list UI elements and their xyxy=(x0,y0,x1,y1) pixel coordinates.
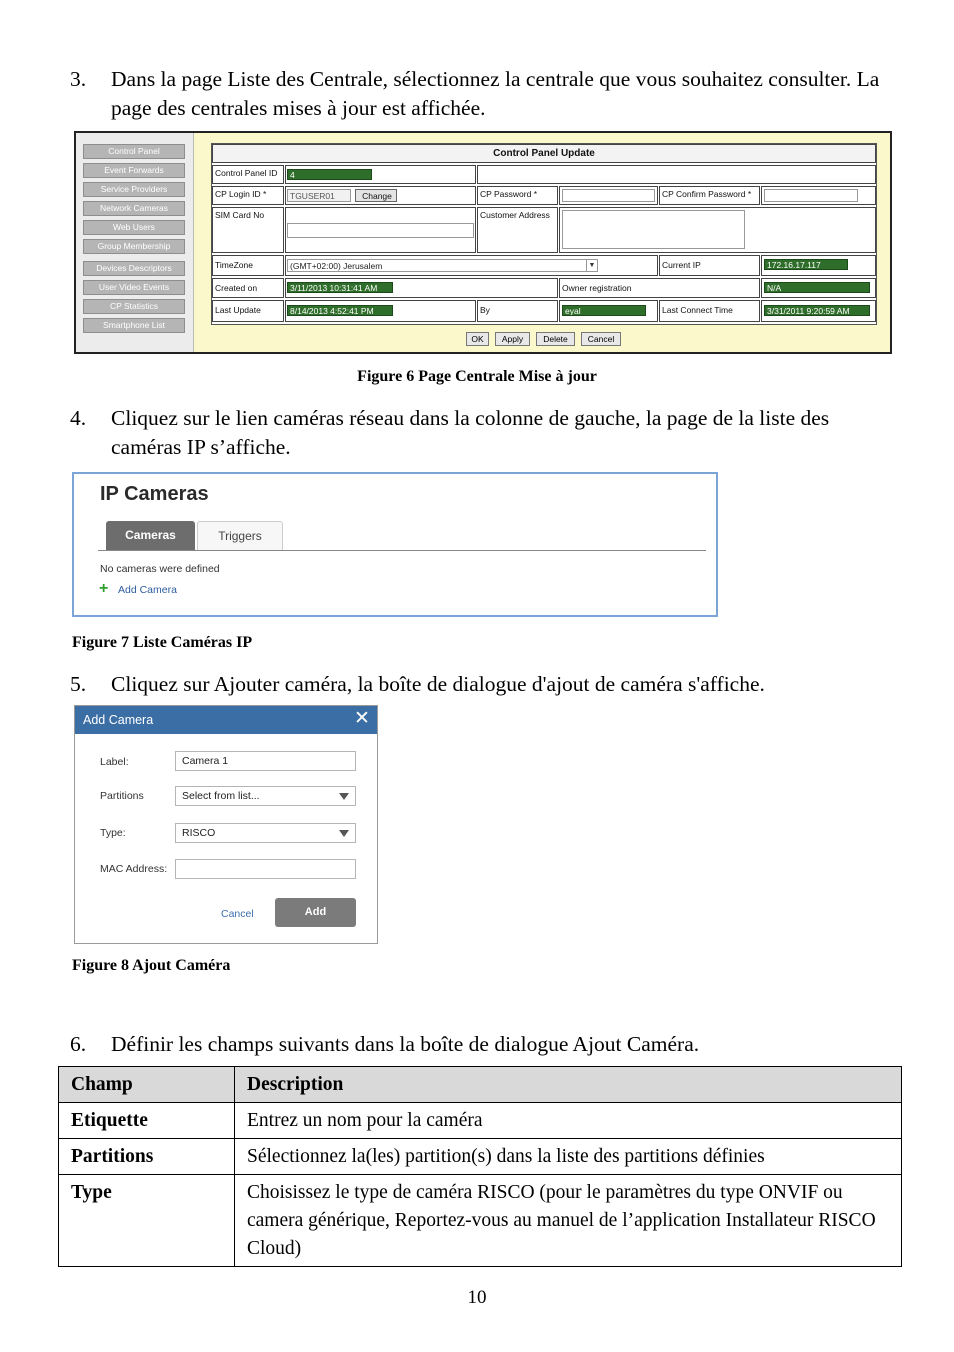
tab-cameras[interactable]: Cameras xyxy=(106,521,195,550)
tab-divider xyxy=(98,550,706,551)
step-text: Dans la page Liste des Centrale, sélectionnez la centrale que vous souhaitez consulter. La page des centrales mises à jour est affichée. xyxy=(111,67,880,120)
cp-id-label: Control Panel ID xyxy=(212,165,284,184)
sidebar-item-web-users[interactable]: Web Users xyxy=(83,220,185,235)
update-form xyxy=(211,143,877,325)
by-label: By xyxy=(477,300,558,322)
created-cell xyxy=(285,278,558,298)
change-button[interactable]: Change xyxy=(355,189,397,202)
page-title: IP Cameras xyxy=(100,483,209,505)
close-icon[interactable]: ✕ xyxy=(354,708,370,729)
field-name: Partitions xyxy=(59,1139,235,1175)
password-cell xyxy=(559,186,658,205)
type-select[interactable] xyxy=(175,823,356,843)
label-field-label: Label: xyxy=(100,756,129,768)
cancel-button[interactable]: Cancel xyxy=(581,332,621,346)
sidebar-item-smartphone-list[interactable]: Smartphone List xyxy=(83,318,185,333)
created-label: Created on xyxy=(212,278,284,298)
fields-table xyxy=(58,1066,902,1267)
cancel-link[interactable]: Cancel xyxy=(221,908,254,920)
customer-cell xyxy=(559,207,876,253)
by-value: eyal xyxy=(562,305,646,316)
chevron-down-icon[interactable]: ▼ xyxy=(586,259,598,272)
empty-message: No cameras were defined xyxy=(100,563,220,575)
step-number: 5. xyxy=(70,672,87,696)
field-name: Type xyxy=(59,1175,235,1267)
sidebar xyxy=(76,133,194,352)
partitions-select[interactable] xyxy=(175,786,356,806)
add-button[interactable]: Add xyxy=(275,898,356,927)
confirm-cell xyxy=(761,186,876,205)
last-update-label: Last Update xyxy=(212,300,284,322)
plus-icon[interactable]: + xyxy=(99,580,109,597)
add-camera-dialog xyxy=(74,705,378,944)
current-ip-value: 172.16.17.117 xyxy=(764,259,848,270)
last-update-value: 8/14/2013 4:52:41 PM xyxy=(287,305,393,316)
by-cell xyxy=(559,300,658,322)
sim-input[interactable] xyxy=(287,223,474,238)
last-connect-cell xyxy=(761,300,876,322)
field-description: Choisissez le type de caméra RISCO (pour le paramètres du type ONVIF ou camera générique, Reportez-vous au manuel de l’application Installateur RISCO Cloud) xyxy=(235,1175,902,1267)
form-title: Control Panel Update xyxy=(212,144,876,163)
cp-id-value: 4 xyxy=(287,169,372,180)
sidebar-item-control-panel[interactable]: Control Panel xyxy=(83,144,185,159)
created-value: 3/11/2013 10:31:41 AM xyxy=(287,282,393,293)
last-connect-label: Last Connect Time xyxy=(659,300,760,322)
sidebar-item-group-membership[interactable]: Group Membership xyxy=(83,239,185,254)
column-header-description: Description xyxy=(235,1067,902,1103)
owner-value: N/A xyxy=(764,282,870,293)
sidebar-item-network-cameras[interactable]: Network Cameras xyxy=(83,201,185,216)
figure-8-caption: Figure 8 Ajout Caméra xyxy=(72,957,231,974)
dialog-title: Add Camera xyxy=(83,713,154,727)
ok-button[interactable]: OK xyxy=(466,332,489,346)
table-row xyxy=(59,1139,902,1175)
partitions-field-label: Partitions xyxy=(100,790,144,802)
confirm-password-input[interactable] xyxy=(764,189,858,202)
sim-cell xyxy=(285,207,476,253)
owner-cell xyxy=(761,278,876,298)
customer-label: Customer Address xyxy=(477,207,558,253)
step-number: 6. xyxy=(70,1032,87,1056)
step-number: 3. xyxy=(70,67,87,91)
field-description: Entrez un nom pour la caméra xyxy=(235,1103,902,1139)
ip-cameras-screenshot xyxy=(72,472,718,617)
sidebar-item-user-video-events[interactable]: User Video Events xyxy=(83,280,185,295)
sidebar-item-event-forwards[interactable]: Event Forwards xyxy=(83,163,185,178)
login-label: CP Login ID * xyxy=(212,186,284,205)
confirm-label: CP Confirm Password * xyxy=(659,186,760,205)
empty-cell xyxy=(477,165,876,184)
step-text: Cliquez sur Ajouter caméra, la boîte de dialogue d'ajout de caméra s'affiche. xyxy=(111,672,765,696)
timezone-label: TimeZone xyxy=(212,255,284,276)
last-update-cell xyxy=(285,300,476,322)
owner-label: Owner registration xyxy=(559,278,760,298)
figure-6-caption: Figure 6 Page Centrale Mise à jour xyxy=(357,368,597,385)
last-connect-value: 3/31/2011 9:20:59 AM xyxy=(764,305,870,316)
table-row xyxy=(59,1103,902,1139)
type-field-label: Type: xyxy=(100,827,126,839)
sidebar-item-service-providers[interactable]: Service Providers xyxy=(83,182,185,197)
tab-triggers[interactable]: Triggers xyxy=(197,521,283,550)
mac-address-input[interactable] xyxy=(175,859,356,879)
add-camera-link[interactable]: Add Camera xyxy=(118,584,177,596)
password-input[interactable] xyxy=(562,189,655,202)
password-label: CP Password * xyxy=(477,186,558,205)
current-ip-cell xyxy=(761,255,876,276)
apply-button[interactable]: Apply xyxy=(495,332,530,346)
current-ip-label: Current IP xyxy=(659,255,760,276)
figure-7-caption: Figure 7 Liste Caméras IP xyxy=(72,634,253,651)
chevron-down-icon xyxy=(339,793,349,800)
customer-address-textarea[interactable] xyxy=(562,210,745,249)
column-header-champ: Champ xyxy=(59,1067,235,1103)
dialog-header xyxy=(75,706,377,734)
sidebar-item-cp-statistics[interactable]: CP Statistics xyxy=(83,299,185,314)
page-number: 10 xyxy=(467,1287,487,1308)
table-row xyxy=(59,1175,902,1267)
table-header-row xyxy=(59,1067,902,1103)
cp-id-cell xyxy=(285,165,476,184)
partitions-select-value: Select from list... xyxy=(182,790,260,802)
sim-label: SIM Card No xyxy=(212,207,284,253)
timezone-select[interactable]: (GMT+02:00) Jerusalem xyxy=(287,259,598,272)
type-select-value: RISCO xyxy=(182,827,216,839)
control-panel-update-screenshot xyxy=(74,131,892,354)
sidebar-item-devices-descriptors[interactable]: Devices Descriptors xyxy=(83,261,185,276)
mac-field-label: MAC Address: xyxy=(100,863,168,875)
login-input[interactable]: TGUSER01 xyxy=(287,189,351,202)
delete-button[interactable]: Delete xyxy=(536,332,575,346)
label-input[interactable]: Camera 1 xyxy=(175,751,356,771)
step-text: Cliquez sur le lien caméras réseau dans la colonne de gauche, la page de la liste des caméras IP s’affiche. xyxy=(111,406,830,459)
chevron-down-icon xyxy=(339,830,349,837)
field-name: Etiquette xyxy=(59,1103,235,1139)
login-cell xyxy=(285,186,476,205)
step-number: 4. xyxy=(70,406,87,430)
timezone-cell xyxy=(285,255,658,276)
step-text: Définir les champs suivants dans la boîte de dialogue Ajout Caméra. xyxy=(111,1032,700,1056)
field-description: Sélectionnez la(les) partition(s) dans la liste des partitions définies xyxy=(235,1139,902,1175)
